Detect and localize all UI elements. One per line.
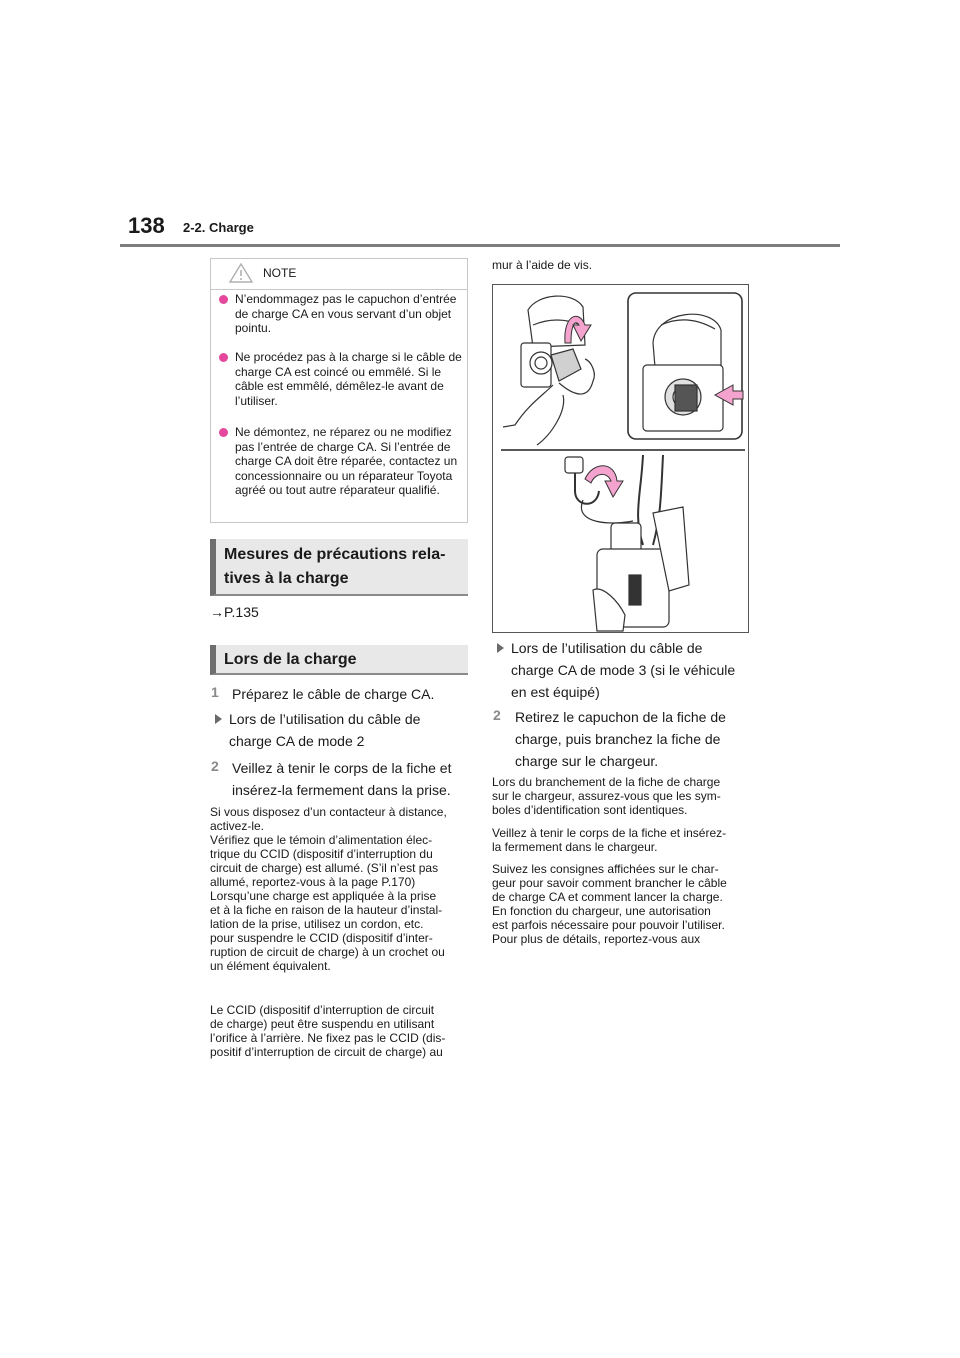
charging-illustration-drawing: [493, 285, 748, 632]
text-line: lation de la prise, utilisez un cordon, etc.: [210, 917, 424, 931]
bullet-text: [511, 637, 735, 703]
heading-line: tives à la charge: [224, 570, 349, 587]
note-box: [210, 258, 468, 523]
text-line: de charge CA et comment lancer la charge.: [492, 890, 723, 904]
bullet-line: charge CA de mode 3 (si le véhicule: [511, 662, 736, 678]
body-paragraph: [210, 1003, 472, 1059]
text-line: Pour plus de détails, reportez-vous aux: [492, 932, 701, 946]
page-reference-link[interactable]: →P.135: [210, 604, 259, 620]
page-number: 138: [128, 213, 165, 238]
step-line: charge sur le chargeur.: [515, 753, 659, 769]
text-line: circuit de charge) est allumé. (S’il n’est pas: [210, 861, 439, 875]
text-line: la fermement dans le chargeur.: [492, 840, 658, 854]
hook-arrow-icon: [585, 466, 623, 497]
warning-icon: [229, 263, 253, 283]
note-title: NOTE: [263, 266, 297, 280]
text-line: est parfois nécessaire pour pouvoir l’utiliser.: [492, 918, 725, 932]
step-line: Retirez le capuchon de la fiche de: [515, 709, 726, 725]
triangle-bullet-icon: [497, 643, 504, 653]
text-line: mur à l’aide de vis.: [492, 258, 593, 272]
text-line: ruption de circuit de charge) à un crochet ou: [210, 945, 445, 959]
text-line: Lors du branchement de la fiche de charge: [492, 775, 721, 789]
text-line: geur pour savoir comment brancher le câble: [492, 876, 727, 890]
note-item: [219, 425, 463, 498]
body-paragraph: [492, 775, 754, 817]
bullet-dot-icon: [219, 353, 228, 362]
note-item-text: Ne procédez pas à la charge si le câble de charge CA est coincé ou emmêlé. Si le câble est emmêlé, démêlez-le avant de l’utiliser.: [235, 350, 462, 408]
text-line: Le CCID (dispositif d’interruption de circuit: [210, 1003, 435, 1017]
body-paragraph: [492, 862, 754, 946]
text-line: sur le chargeur, assurez-vous que les sym-: [492, 789, 721, 803]
text-line: pour suspendre le CCID (dispositif d’inter-: [210, 931, 433, 945]
section-title: 2-2. Charge: [183, 220, 254, 235]
note-item-text: Ne démontez, ne réparez ou ne modifiez pas l’entrée de charge CA. Si l’entrée de charge CA doit être réparée, contactez un concessionnaire ou un réparateur Toyota agréé ou tout autre réparateur qualifié.: [235, 425, 458, 497]
body-paragraph: [210, 805, 472, 973]
text-line: allumé, reportez-vous à la page P.170): [210, 875, 416, 889]
step-number: 2: [211, 758, 219, 774]
step-text: Préparez le câble de charge CA.: [232, 686, 435, 702]
step-number: 2: [493, 707, 501, 723]
step-text: [232, 757, 451, 801]
bullet-dot-icon: [219, 428, 228, 437]
note-header: [211, 259, 467, 290]
body-paragraph: [492, 826, 754, 854]
note-item: [219, 350, 463, 408]
text-line: positif d’interruption de circuit de charge) au: [210, 1045, 443, 1059]
note-item-text: N’endommagez pas le capuchon d’entrée de charge CA en vous servant d’un objet pointu.: [235, 292, 457, 335]
charging-illustration: [492, 284, 749, 633]
bullet-text: [229, 708, 420, 752]
step-line: charge, puis branchez la fiche de: [515, 731, 721, 747]
bullet-line: Lors de l’utilisation du câble de: [511, 640, 703, 656]
ccid-drawing: [565, 455, 689, 631]
text-line: En fonction du chargeur, une autorisation: [492, 904, 711, 918]
step-text: [515, 706, 726, 772]
section-heading-precautions: [210, 539, 468, 596]
text-line: boles d’identification sont identiques.: [492, 803, 688, 817]
text-line: activez-le.: [210, 819, 265, 833]
text-line: l’orifice à l’arrière. Ne fixez pas le CCID (dis-: [210, 1031, 446, 1045]
heading-line: Mesures de précautions rela-: [224, 546, 446, 563]
note-item: [219, 292, 463, 336]
text-line: un élément équivalent.: [210, 959, 331, 973]
text-line: trique du CCID (dispositif d’interruption du: [210, 847, 433, 861]
step-line: Veillez à tenir le corps de la fiche et: [232, 760, 452, 776]
step-number: 1: [211, 684, 219, 700]
bullet-line: charge CA de mode 2: [229, 733, 365, 749]
text-line: Si vous disposez d’un contacteur à distance,: [210, 805, 447, 819]
bullet-line: en est équipé): [511, 684, 600, 700]
section-heading-charging: Lors de la charge: [210, 645, 468, 675]
triangle-bullet-icon: [215, 714, 222, 724]
text-line: et à la fiche en raison de la hauteur d’instal-: [210, 903, 443, 917]
text-line: Suivez les consignes affichées sur le char-: [492, 862, 719, 876]
bullet-line: Lors de l’utilisation du câble de: [229, 711, 421, 727]
bullet-dot-icon: [219, 295, 228, 304]
text-line: Vérifiez que le témoin d’alimentation élec-: [210, 833, 433, 847]
header-rule: [120, 244, 840, 247]
text-line: Veillez à tenir le corps de la fiche et insérez-: [492, 826, 727, 840]
text-line: Lorsqu’une charge est appliquée à la prise: [210, 889, 437, 903]
text-line: de charge) peut être suspendu en utilisant: [210, 1017, 435, 1031]
step-line: insérez-la fermement dans la prise.: [232, 782, 451, 798]
